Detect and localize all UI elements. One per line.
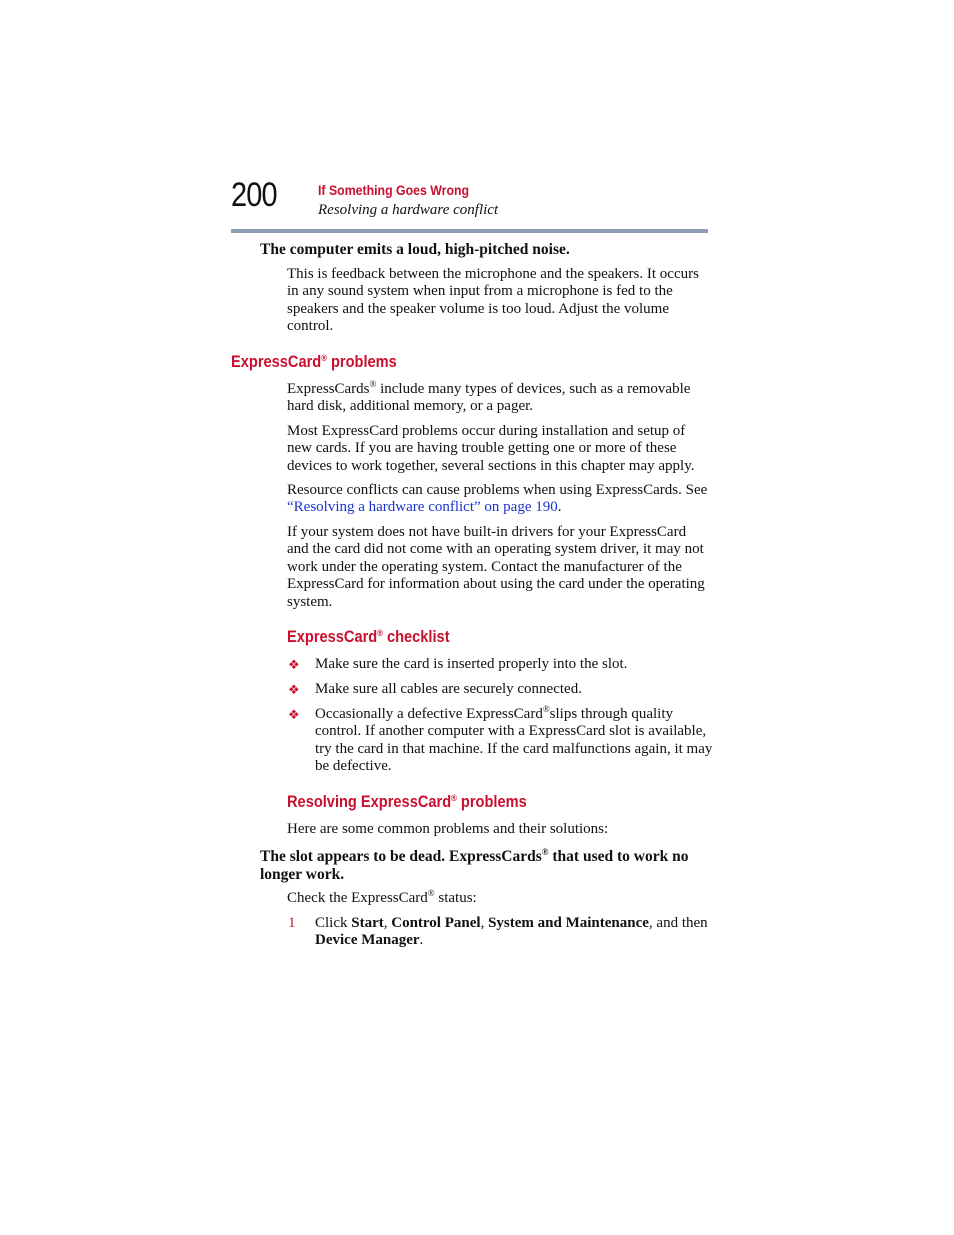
- header-rule: [231, 229, 708, 233]
- expresscard-paragraph-1: ExpressCards® include many types of devices, such as a removable hard disk, additional memory, or a pager.: [287, 379, 691, 415]
- checklist-item: Occasionally a defective ExpressCard®slips through quality control. If another computer with a ExpressCard slot is available, try the card in that machine. If the card malfunctions again, it may be defective.: [315, 704, 713, 775]
- noise-paragraph: This is feedback between the microphone and the speakers. It occurs in any sound system when input from a microphone is fed to the speakers and the speaker volume is too loud. Adjust the volume control.: [287, 266, 699, 335]
- expresscard-paragraph-4: If your system does not have built-in drivers for your ExpressCard and the card did not come with an operating system driver, it may not work under the operating system. Contact the manufacturer of the ExpressCard for information about using the card under the operating system.: [287, 524, 705, 610]
- expresscard-paragraph-2: Most ExpressCard problems occur during installation and setup of new cards. If you are having trouble getting one or more of these devices to work together, several sections in this chapter may apply.: [287, 423, 695, 474]
- page-number: 200: [231, 176, 277, 214]
- problem-heading-noise: The computer emits a loud, high-pitched noise.: [260, 241, 570, 258]
- expresscard-paragraph-3: Resource conflicts can cause problems when using ExpressCards. See “Resolving a hardware conflict” on page 190.: [287, 482, 708, 516]
- resolving-intro: Here are some common problems and their solutions:: [287, 821, 609, 837]
- section-title: Resolving a hardware conflict: [318, 202, 499, 218]
- step-number: 1: [288, 915, 296, 931]
- bullet-icon: ❖: [288, 682, 300, 697]
- checklist-heading: ExpressCard® checklist: [287, 627, 450, 646]
- problem-heading-slot: The slot appears to be dead. ExpressCards® that used to work no longer work.: [260, 847, 689, 883]
- step-text: Click Start, Control Panel, System and Maintenance, and then Device Manager.: [315, 915, 708, 949]
- bullet-icon: ❖: [288, 707, 300, 722]
- bullet-icon: ❖: [288, 657, 300, 672]
- resolving-heading: Resolving ExpressCard® problems: [287, 792, 527, 811]
- checklist-item: Make sure all cables are securely connected.: [315, 681, 582, 697]
- expresscard-problems-heading: ExpressCard® problems: [231, 352, 397, 371]
- hardware-conflict-link[interactable]: “Resolving a hardware conflict” on page 190: [287, 499, 558, 516]
- check-status-text: Check the ExpressCard® status:: [287, 888, 477, 906]
- checklist-item: Make sure the card is inserted properly into the slot.: [315, 656, 628, 672]
- chapter-title: If Something Goes Wrong: [318, 182, 470, 198]
